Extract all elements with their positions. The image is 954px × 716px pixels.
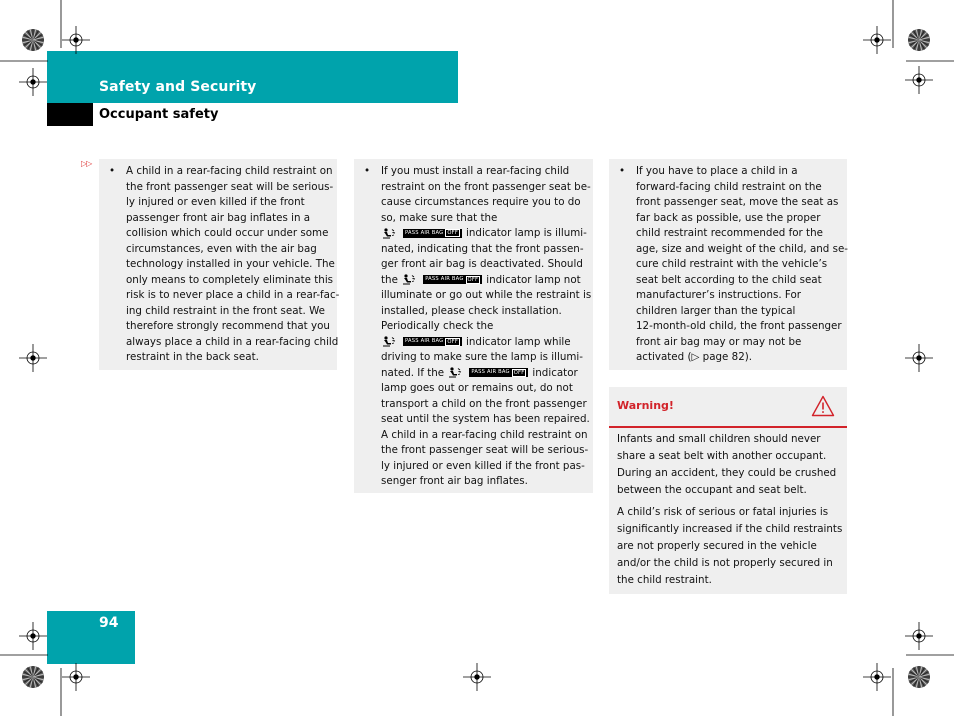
subsection-marker (47, 103, 93, 126)
text-fragment: indicator lamp not (486, 273, 581, 286)
text-line: Periodically check the (381, 320, 494, 332)
section-title: Safety and Security (99, 79, 257, 95)
registration-mark-icon (19, 68, 47, 96)
text-line: therefore strongly recommend that you (126, 320, 330, 332)
text-line: seat until the system has been repaired. (381, 413, 590, 425)
lamp-text: PASS AIR BAG (425, 276, 464, 282)
registration-mark-icon (62, 663, 90, 691)
text-fragment: the (381, 273, 398, 286)
text-column-3 (609, 159, 847, 370)
text-line (381, 366, 591, 382)
text-line: passenger front air bag inflates in a (126, 211, 311, 224)
page-number-band (47, 611, 135, 664)
registration-mark-icon (863, 663, 891, 691)
text-line: collision which could occur under some (126, 227, 329, 239)
lamp-text: PASS AIR BAG (405, 229, 444, 236)
text-line: technology installed in your vehicle. The (126, 258, 335, 270)
bullet-glyph: • (619, 165, 626, 177)
text-line: ger front air bag is deactivated. Should (381, 258, 583, 270)
text-line: ing child restraint in the front seat. We (126, 304, 326, 317)
text-line: cure child restraint with the vehicle’s (636, 258, 828, 270)
text-line: ly injured or even killed if the front pas- (381, 459, 585, 472)
passenger-seat-airbag-icon (381, 336, 397, 347)
star-target-icon (22, 666, 44, 688)
registration-mark-icon (905, 622, 933, 650)
registration-mark-icon (863, 26, 891, 54)
text-line: seat belt according to the child seat (636, 273, 822, 286)
text-line: are not properly secured in the vehicle (617, 540, 817, 552)
passenger-seat-airbag-icon (447, 367, 463, 378)
text-line: only means to completely eliminate this (126, 273, 334, 286)
bullet-text (381, 164, 591, 490)
text-fragment: indicator lamp is illumi- (466, 227, 587, 239)
text-line: forward-facing child restraint on the (636, 180, 822, 193)
text-line: restraint on the front passenger seat be- (381, 180, 591, 193)
lamp-text: PASS AIR BAG (405, 338, 444, 344)
text-line: lamp goes out or remains out, do not (381, 382, 573, 394)
text-line: significantly increased if the child restraints (617, 523, 843, 535)
text-line: and/or the child is not properly secured in (617, 557, 833, 569)
warning-label: Warning! (617, 399, 674, 412)
warning-box (609, 387, 847, 594)
text-line: always place a child in a rear-facing child (126, 335, 339, 348)
text-fragment: nated. If the (381, 366, 445, 379)
text-line: age, size and weight of the child, and se- (636, 242, 849, 255)
pass-air-bag-label (403, 337, 462, 346)
pass-air-bag-off-indicator (381, 336, 462, 347)
pass-air-bag-label (423, 275, 482, 284)
text-line: senger front air bag inflates. (381, 475, 528, 487)
text-line: front passenger seat, move the seat as (636, 196, 839, 208)
text-line: A child in a rear-facing child restraint on (126, 165, 333, 177)
text-line: restraint in the back seat. (126, 351, 259, 363)
text-column-2 (354, 159, 593, 493)
text-line: Infants and small children should never (617, 433, 821, 445)
registration-mark-icon (62, 26, 90, 54)
text-line: If you have to place a child in a (636, 165, 798, 177)
lamp-off-text: OFF (447, 230, 459, 236)
text-fragment: indicator (532, 366, 578, 379)
text-fragment: indicator lamp while (466, 335, 571, 348)
text-line: circumstances, even with the air bag (126, 242, 317, 255)
lamp-off-text: OFF (513, 369, 525, 376)
star-target-icon (22, 29, 44, 51)
page-number: 94 (99, 615, 119, 631)
warning-paragraph-1 (617, 431, 843, 499)
bullet-item (619, 164, 849, 366)
text-line: If you must install a rear-facing child (381, 165, 570, 177)
text-line: the child restraint. (617, 574, 712, 586)
text-line: far back as possible, use the proper (636, 211, 821, 224)
text-line (381, 226, 591, 242)
text-line: transport a child on the front passenger (381, 397, 587, 410)
text-line: the front passenger seat will be serious- (381, 444, 589, 456)
text-line: driving to make sure the lamp is illumi- (381, 351, 583, 363)
text-line: risk is to never place a child in a rear-fac- (126, 289, 340, 301)
pass-air-bag-off-indicator (381, 228, 462, 239)
pass-air-bag-label (469, 368, 528, 377)
registration-mark-icon (905, 344, 933, 372)
registration-mark-icon (905, 66, 933, 94)
lamp-off-text: OFF (447, 338, 459, 345)
lamp-off-text: OFF (467, 276, 479, 283)
text-line: the front passenger seat will be serious- (126, 180, 334, 193)
registration-mark-icon (463, 663, 491, 691)
bullet-text (636, 164, 848, 366)
header-band (47, 51, 458, 103)
text-line: illuminate or go out while the restraint is (381, 289, 592, 301)
text-line: activated (▷ page 82). (636, 351, 753, 363)
bullet-glyph: • (364, 165, 371, 177)
bullet-item (364, 164, 592, 490)
passenger-seat-airbag-icon (381, 228, 397, 239)
text-line: children larger than the typical (636, 304, 796, 317)
pass-air-bag-off-indicator (401, 274, 482, 285)
warning-paragraph-2 (617, 504, 843, 589)
text-line: nated, indicating that the front passen- (381, 242, 584, 255)
text-line: so, make sure that the (381, 211, 498, 224)
star-target-icon (908, 666, 930, 688)
pass-air-bag-label (403, 229, 462, 238)
text-line: child restraint recommended for the (636, 227, 823, 239)
text-line: installed, please check installation. (381, 304, 562, 317)
text-line: share a seat belt with another occupant. (617, 450, 827, 462)
text-line (381, 273, 591, 289)
text-line: A child in a rear-facing child restraint on (381, 428, 588, 441)
registration-mark-icon (19, 344, 47, 372)
text-line: cause circumstances require you to do (381, 196, 581, 208)
bullet-text (126, 164, 339, 366)
registration-mark-icon (19, 622, 47, 650)
star-target-icon (908, 29, 930, 51)
bullet-glyph: • (109, 165, 116, 177)
text-line: 12-month-old child, the front passenger (636, 320, 842, 332)
continued-marker: ▷▷ (81, 159, 92, 168)
warning-header (609, 387, 847, 428)
text-line (381, 335, 591, 351)
subsection-title: Occupant safety (99, 107, 219, 122)
text-line: During an accident, they could be crushed (617, 467, 837, 479)
passenger-seat-airbag-icon (401, 274, 417, 285)
warning-triangle-icon (811, 395, 835, 417)
text-column-1 (99, 159, 340, 370)
lamp-text: PASS AIR BAG (471, 369, 510, 375)
bullet-item (109, 164, 340, 366)
text-line: between the occupant and seat belt. (617, 484, 807, 496)
text-line: manufacturer’s instructions. For (636, 289, 801, 301)
pass-air-bag-off-indicator (447, 367, 528, 378)
text-line: A child’s risk of serious or fatal injuries is (617, 506, 829, 518)
text-line: front air bag may or may not be (636, 335, 802, 348)
text-line: ly injured or even killed if the front (126, 196, 305, 208)
